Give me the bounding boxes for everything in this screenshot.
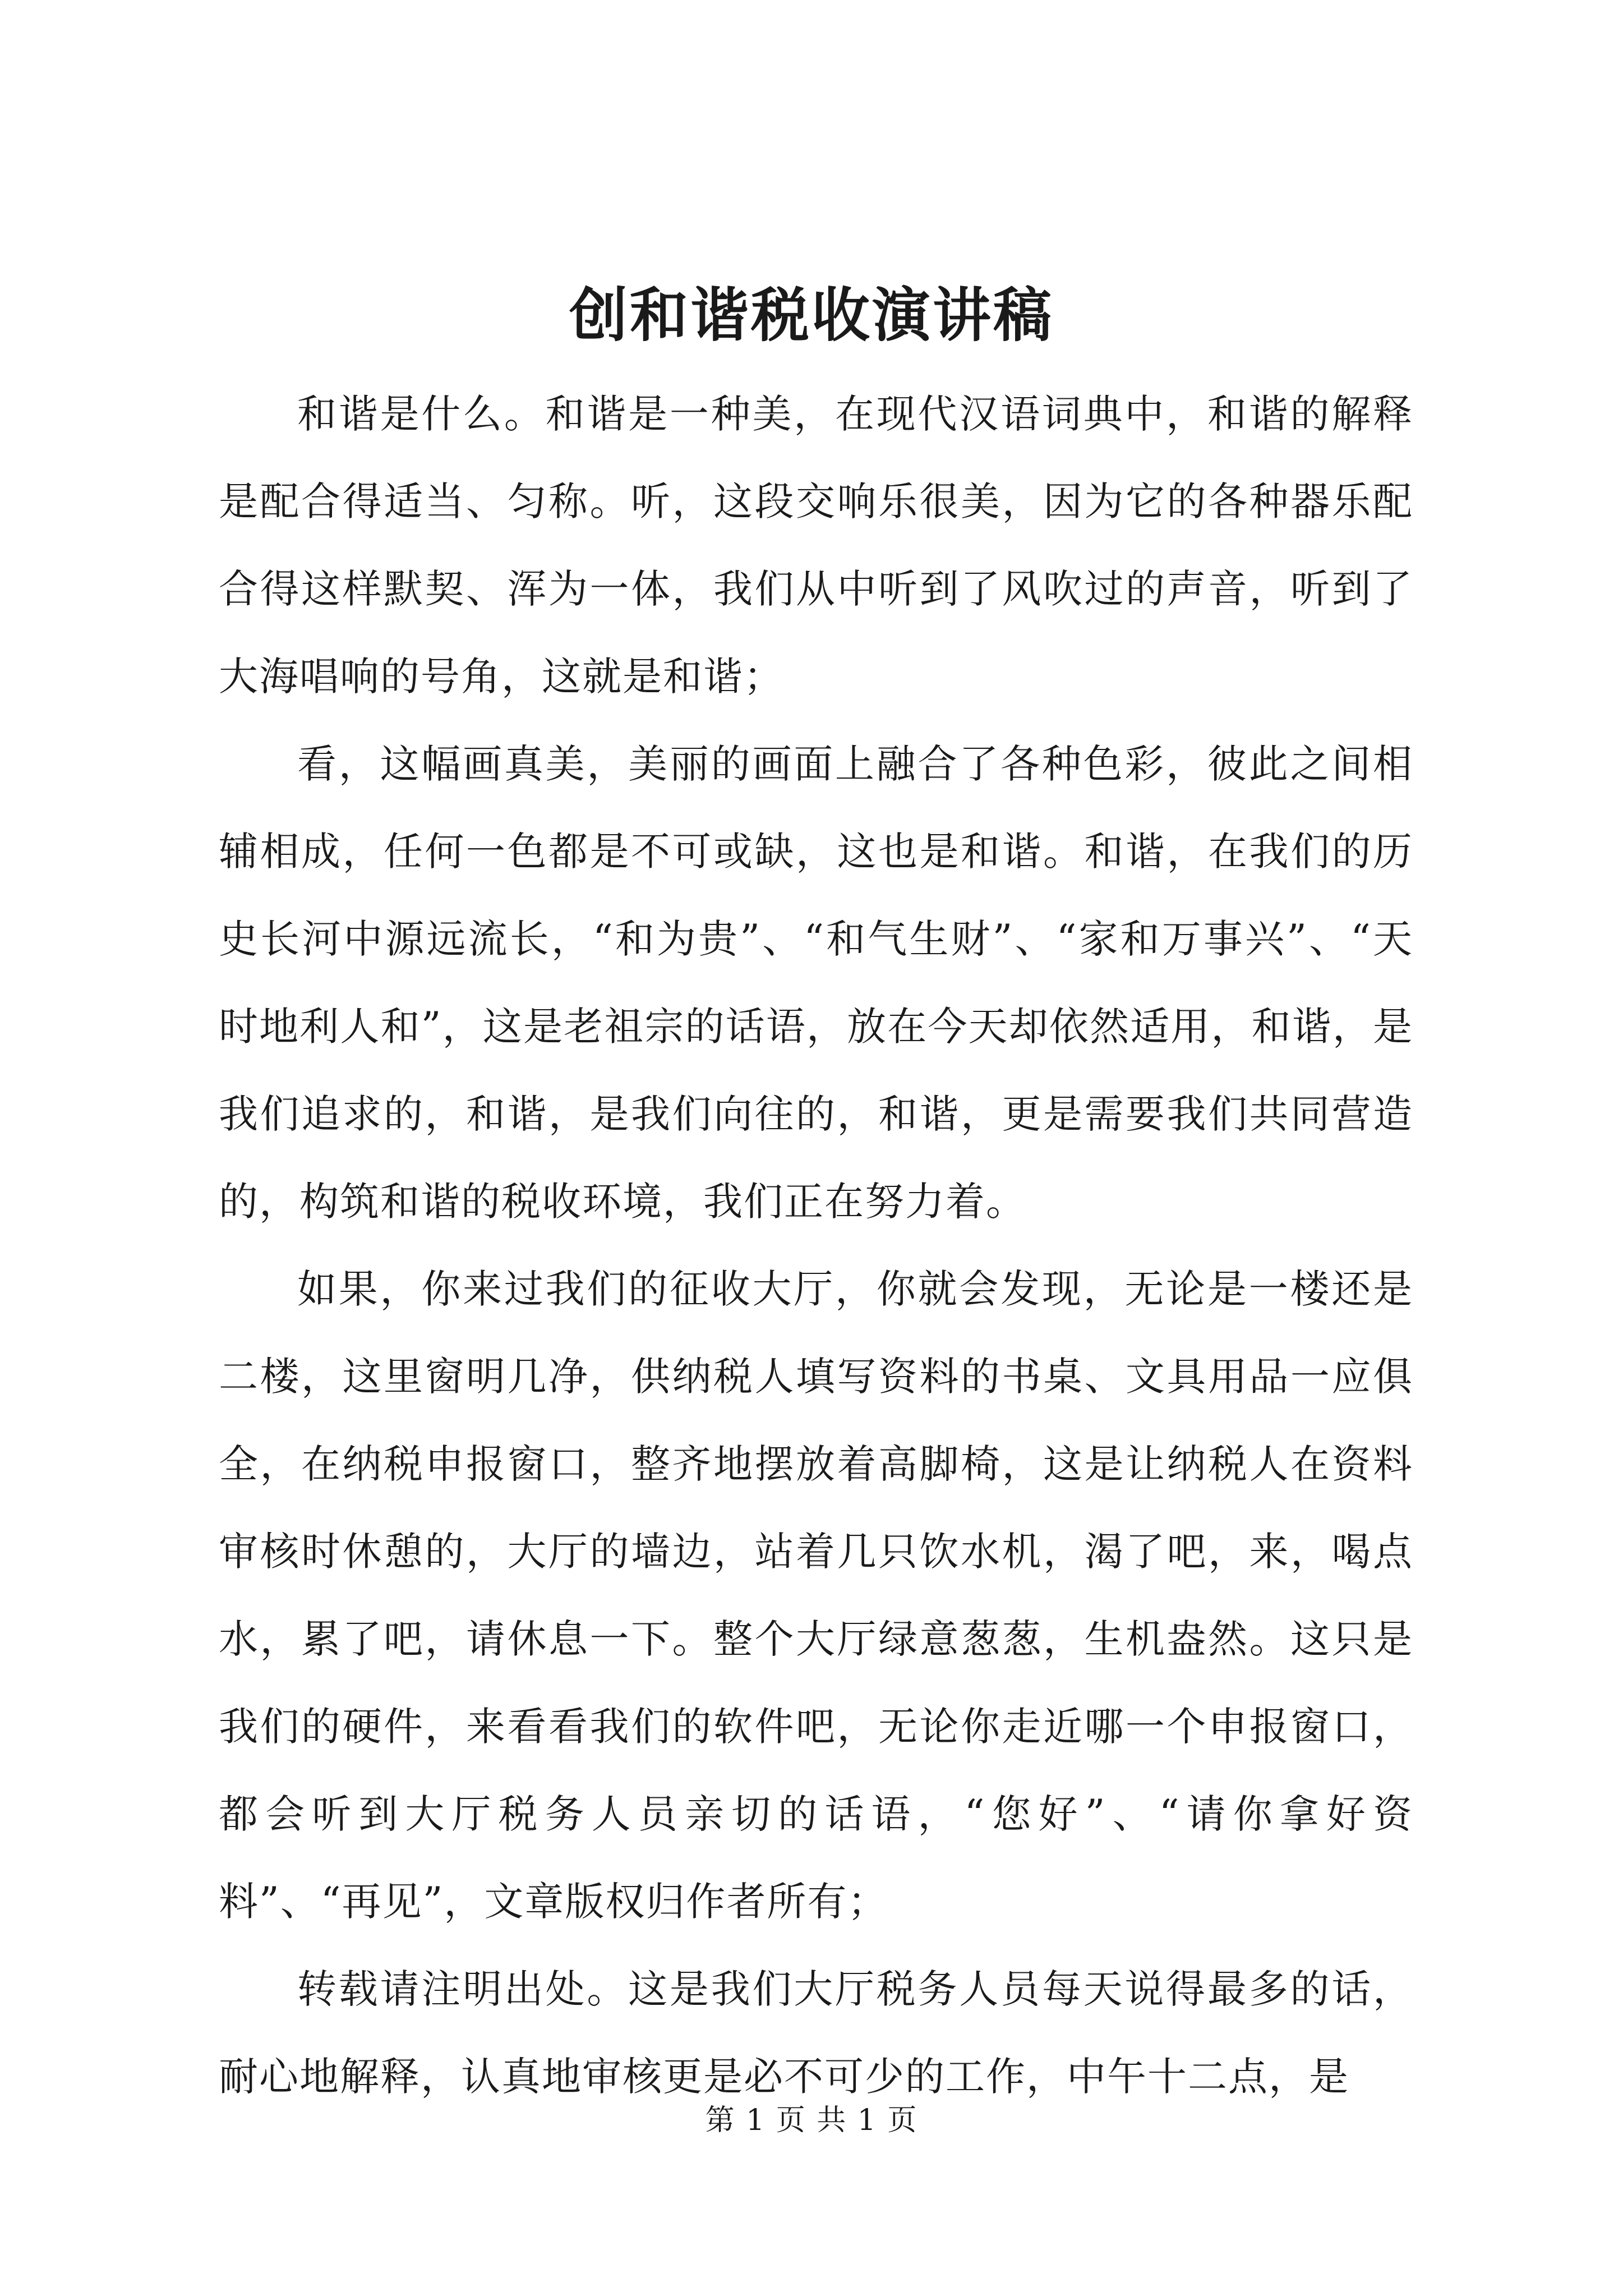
document-title: 创和谐税收演讲稿 — [569, 280, 1054, 349]
paragraph-4: 转载请注明出处。这是我们大厅税务人员每天说得最多的话，耐心地解释，认真地审核更是必不可少的工作，中午十二点，是 — [219, 1966, 1413, 2100]
paragraph-1: 和谐是什么。和谐是一种美，在现代汉语词典中，和谐的解释是配合得适当、匀称。听，这段交响乐很美，因为它的各种器乐配合得这样默契、浑为一体，我们从中听到了风吹过的声音，听到了大海唱响的号角，这就是和谐； — [219, 391, 1413, 700]
document-body — [219, 370, 1413, 2120]
paragraph-3: 如果，你来过我们的征收大厅，你就会发现，无论是一楼还是二楼，这里窗明几净，供纳税人填写资料的书桌、文具用品一应俱全，在纳税申报窗口，整齐地摆放着高脚椅，这是让纳税人在资料审核时休憩的，大厅的墙边，站着几只饮水机，渴了吧，来，喝点水，累了吧，请休息一下。整个大厅绿意葱葱，生机盎然。这只是我们的硬件，来看看我们的软件吧，无论你走近哪一个申报窗口，都会听到大厅税务人员亲切的话语，“您好”、“请你拿好资料”、“再见”，文章版权归作者所有； — [219, 1266, 1413, 1925]
paragraph-2: 看，这幅画真美，美丽的画面上融合了各种色彩，彼此之间相辅相成，任何一色都是不可或缺，这也是和谐。和谐，在我们的历史长河中源远流长，“和为贵”、“和气生财”、“家和万事兴”、“天时地利人和”，这是老祖宗的话语，放在今天却依然适用，和谐，是我们追求的，和谐，是我们向往的，和谐，更是需要我们共同营造的，构筑和谐的税收环境，我们正在努力着。 — [219, 741, 1413, 1225]
page-footer: 第 1 页 共 1 页 — [705, 2104, 918, 2137]
